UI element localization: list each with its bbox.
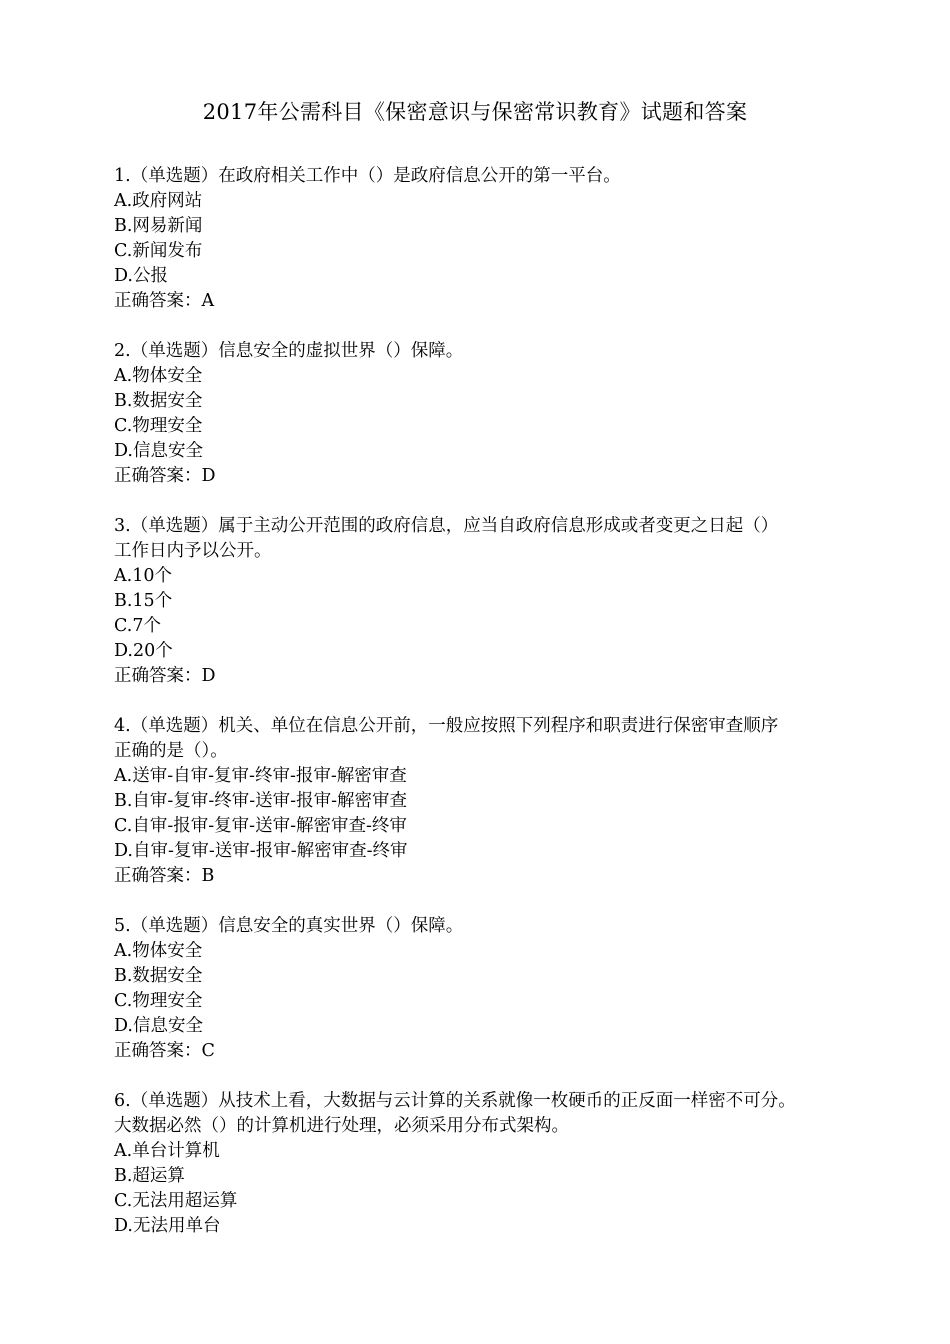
question-stem: 1.（单选题）在政府相关工作中（）是政府信息公开的第一平台。 xyxy=(114,166,621,186)
question-2 xyxy=(114,339,844,489)
option-d: D.自审-复审-送审-报审-解密审查-终审 xyxy=(114,841,408,861)
correct-answer: 正确答案：A xyxy=(114,291,215,311)
question-stem-line-1: 6.（单选题）从技术上看，大数据与云计算的关系就像一枚硬币的正反面一样密不可分。 xyxy=(114,1091,796,1111)
option-d: D.20个 xyxy=(114,641,173,661)
correct-answer: 正确答案：C xyxy=(114,1041,215,1061)
option-c: C.新闻发布 xyxy=(114,241,203,261)
question-1 xyxy=(114,164,844,314)
question-stem-line-1: 3.（单选题）属于主动公开范围的政府信息，应当自政府信息形成或者变更之日起（） xyxy=(114,516,779,536)
correct-answer: 正确答案：B xyxy=(114,866,215,886)
option-d: D.无法用单台 xyxy=(114,1216,221,1236)
option-c: C.无法用超运算 xyxy=(114,1191,238,1211)
option-d: D.信息安全 xyxy=(114,1016,203,1036)
option-a: A.10个 xyxy=(114,566,172,586)
option-b: B.自审-复审-终审-送审-报审-解密审查 xyxy=(114,791,407,811)
correct-answer: 正确答案：D xyxy=(114,466,216,486)
correct-answer: 正确答案：D xyxy=(114,666,216,686)
option-b: B.数据安全 xyxy=(114,391,203,411)
option-a: A.单台计算机 xyxy=(114,1141,220,1161)
option-d: D.信息安全 xyxy=(114,441,203,461)
option-c: C.7个 xyxy=(114,616,161,636)
question-stem-line-2: 正确的是（）。 xyxy=(114,741,228,761)
question-stem-line-2: 工作日内予以公开。 xyxy=(114,541,272,561)
option-b: B.15个 xyxy=(114,591,173,611)
question-stem-line-2: 大数据必然（）的计算机进行处理，必须采用分布式架构。 xyxy=(114,1116,569,1136)
question-list xyxy=(114,164,844,1264)
option-a: A.物体安全 xyxy=(114,366,203,386)
option-d: D.公报 xyxy=(114,266,168,286)
question-5 xyxy=(114,914,844,1064)
option-a: A.送审-自审-复审-终审-报审-解密审查 xyxy=(114,766,407,786)
option-b: B.超运算 xyxy=(114,1166,185,1186)
question-stem: 2.（单选题）信息安全的虚拟世界（）保障。 xyxy=(114,341,464,361)
document-title: 2017年公需科目《保密意识与保密常识教育》试题和答案 xyxy=(202,100,748,124)
question-6 xyxy=(114,1089,844,1239)
question-stem: 5.（单选题）信息安全的真实世界（）保障。 xyxy=(114,916,464,936)
option-b: B.网易新闻 xyxy=(114,216,203,236)
question-stem-line-1: 4.（单选题）机关、单位在信息公开前，一般应按照下列程序和职责进行保密审查顺序 xyxy=(114,716,779,736)
option-b: B.数据安全 xyxy=(114,966,203,986)
option-c: C.自审-报审-复审-送审-解密审查-终审 xyxy=(114,816,407,836)
question-4 xyxy=(114,714,844,889)
option-a: A.政府网站 xyxy=(114,191,203,211)
option-c: C.物理安全 xyxy=(114,991,203,1011)
option-c: C.物理安全 xyxy=(114,416,203,436)
option-a: A.物体安全 xyxy=(114,941,203,961)
question-3 xyxy=(114,514,844,689)
